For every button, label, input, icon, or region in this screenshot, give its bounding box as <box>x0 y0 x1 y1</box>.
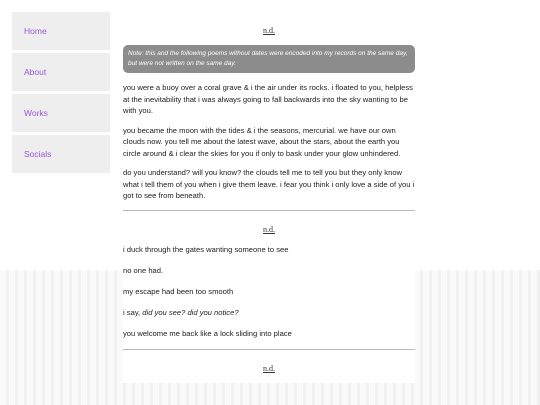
sidebar-item-socials[interactable]: Socials <box>12 135 110 173</box>
poem-stanza: you became the moon with the tides & i the seasons, mercurial. we have our own clouds now. you tell me about the latest wave, about the stars, about the earth you circle around & i clear the skies for you if only to bask under your glow unhindered. <box>123 125 401 158</box>
main-content <box>123 12 415 383</box>
note-box: Note: this and the following poems without dates were encoded into my records on the same day, but were not written on the same day. <box>123 45 415 73</box>
poem-title: n.d. <box>263 224 275 234</box>
poem-line: no one had. <box>123 265 164 275</box>
poem-line-prefix: i say, <box>123 307 143 317</box>
poem-line: you welcome me back like a lock sliding into place <box>123 328 292 338</box>
sidebar-item-works[interactable]: Works <box>12 94 110 132</box>
poem-line: i duck through the gates wanting someone to see <box>123 244 289 254</box>
poem-title: n.d. <box>263 363 275 373</box>
section-divider <box>123 210 415 211</box>
poem-1 <box>123 26 415 202</box>
poem-stanza: you were a buoy over a coral grave & i the air under its rocks. i floated to you, helpless at the inevitability that i was always going to fall backwards into the sky wanting to be with you. <box>123 83 413 115</box>
poem-2 <box>123 225 415 339</box>
sidebar-item-about[interactable]: About <box>12 53 110 91</box>
poem-stanza: do you understand? will you know? the clouds tell me to tell you but they only know what i tell them of you when i give them leave. i fear you think i only love a side of you i got to see from beneath. <box>123 168 415 200</box>
poem-3 <box>123 364 415 373</box>
section-divider <box>123 349 415 350</box>
poem-line-emphasis: did you see? did you notice? <box>142 307 239 317</box>
poem-line <box>123 307 415 318</box>
sidebar-nav <box>12 12 110 173</box>
poem-line: my escape had been too smooth <box>123 286 234 296</box>
sidebar-item-home[interactable]: Home <box>12 12 110 50</box>
poem-title: n.d. <box>263 26 275 35</box>
